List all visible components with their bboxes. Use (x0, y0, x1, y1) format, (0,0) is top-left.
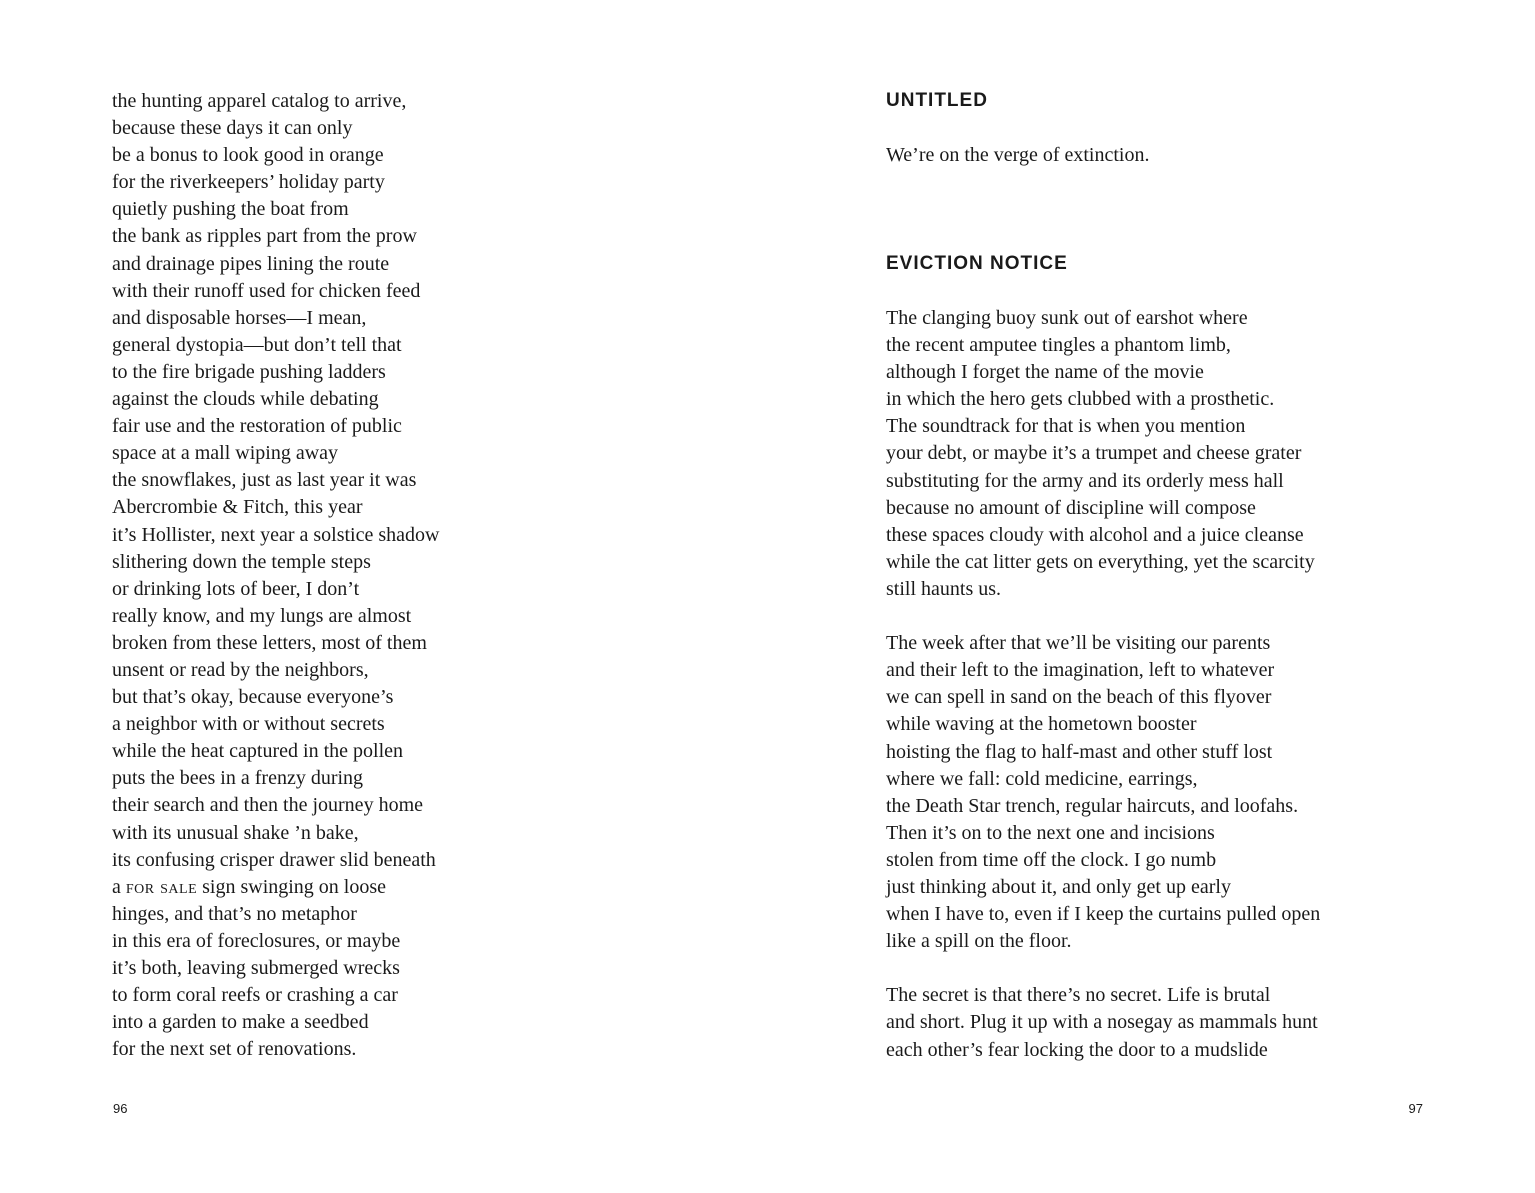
poem-continuation (112, 88, 439, 1063)
poem-line: and their left to the imagination, left to whatever (886, 659, 1275, 682)
poem-line: The week after that we’ll be visiting our parents (886, 632, 1271, 655)
poem-line: just thinking about it, and only get up early (886, 875, 1231, 898)
poem-line: when I have to, even if I keep the curtains pulled open (886, 903, 1321, 926)
poem-line: for the next set of renovations. (112, 1038, 357, 1061)
stanza (886, 982, 1320, 1063)
left-page (0, 0, 767, 1193)
poem-line: We’re on the verge of extinction. (886, 144, 1150, 166)
poem-line: Abercrombie & Fitch, this year (112, 496, 363, 519)
poem-line: its confusing crisper drawer slid beneath (112, 848, 436, 871)
right-page (767, 0, 1535, 1193)
poem-line: to form coral reefs or crashing a car (112, 984, 398, 1007)
poem-line: with their runoff used for chicken feed (112, 279, 421, 302)
poem-line: because no amount of discipline will compose (886, 496, 1256, 519)
poem-line: puts the bees in a frenzy during (112, 767, 364, 790)
poem-line: Then it’s on to the next one and incisions (886, 821, 1215, 844)
poem-title-untitled: UNTITLED (886, 90, 988, 111)
poem-line: your debt, or maybe it’s a trumpet and cheese grater (886, 442, 1302, 465)
stanza (886, 630, 1320, 955)
poem-line: and disposable horses—I mean, (112, 306, 367, 329)
poem-line: with its unusual shake ’n bake, (112, 821, 359, 844)
poem-line: for the riverkeepers’ holiday party (112, 171, 385, 194)
eviction-notice-poem-body (886, 305, 1320, 1064)
stanza (886, 305, 1320, 603)
poem-line: where we fall: cold medicine, earrings, (886, 767, 1198, 790)
poem-line: in this era of foreclosures, or maybe (112, 929, 401, 952)
poem-line: into a garden to make a seedbed (112, 1011, 369, 1034)
poem-line: The secret is that there’s no secret. Life is brutal (886, 984, 1271, 1007)
poem-line: it’s Hollister, next year a solstice shadow (112, 523, 440, 546)
poem-line: against the clouds while debating (112, 388, 379, 411)
poem-line: quietly pushing the boat from (112, 198, 349, 221)
poem-line: general dystopia—but don’t tell that (112, 333, 402, 356)
poem-line: while the cat litter gets on everything, yet the scarcity (886, 550, 1315, 573)
poem-line: the recent amputee tingles a phantom limb, (886, 334, 1231, 357)
poem-line: substituting for the army and its orderly mess hall (886, 469, 1284, 492)
poem-line: The soundtrack for that is when you mention (886, 415, 1246, 438)
poem-line: but that’s okay, because everyone’s (112, 686, 394, 709)
poem-line: fair use and the restoration of public (112, 415, 402, 438)
poem-line: the hunting apparel catalog to arrive, (112, 90, 407, 112)
poem-line: it’s both, leaving submerged wrecks (112, 957, 400, 979)
poem-line: stolen from time off the clock. I go numb (886, 848, 1217, 871)
poem-line: because these days it can only (112, 117, 353, 140)
poem-line: slithering down the temple steps (112, 550, 371, 573)
poem-line: each other’s fear locking the door to a mudslide (886, 1038, 1268, 1061)
poem-line: we can spell in sand on the beach of this flyover (886, 686, 1272, 709)
poem-line: the snowflakes, just as last year it was (112, 469, 417, 492)
poem-line: The clanging buoy sunk out of earshot where (886, 307, 1248, 329)
poem-line: or drinking lots of beer, I don’t (112, 577, 360, 600)
poem-line: hinges, and that’s no metaphor (112, 902, 357, 925)
poem-line: unsent or read by the neighbors, (112, 658, 369, 681)
page-number-left: 96 (113, 1101, 128, 1116)
poem-line: still haunts us. (886, 577, 1002, 600)
poem-line: space at a mall wiping away (112, 442, 339, 465)
poem-line: be a bonus to look good in orange (112, 144, 384, 167)
poem-line: to the fire brigade pushing ladders (112, 360, 386, 383)
poem-title-eviction-notice: EVICTION NOTICE (886, 253, 1068, 274)
poem-line: and drainage pipes lining the route (112, 252, 390, 275)
page-number-right: 97 (1408, 1101, 1423, 1116)
poem-line: like a spill on the floor. (886, 930, 1072, 953)
poem-line: really know, and my lungs are almost (112, 604, 412, 627)
poem-line: in which the hero gets clubbed with a prosthetic. (886, 388, 1275, 411)
poem-line: the Death Star trench, regular haircuts, and loofahs. (886, 794, 1299, 817)
poem-line: and short. Plug it up with a nosegay as mammals hunt (886, 1011, 1318, 1034)
poem-line: broken from these letters, most of them (112, 631, 427, 654)
untitled-poem-body (886, 142, 1149, 169)
poem-line: hoisting the flag to half-mast and other stuff lost (886, 740, 1273, 763)
poem-line: while waving at the hometown booster (886, 713, 1197, 736)
poem-line: while the heat captured in the pollen (112, 740, 404, 763)
poem-line: although I forget the name of the movie (886, 361, 1204, 384)
poem-line: their search and then the journey home (112, 794, 423, 817)
poem-line: these spaces cloudy with alcohol and a juice cleanse (886, 523, 1304, 546)
poem-line: a neighbor with or without secrets (112, 713, 385, 736)
poem-line: a for sale sign swinging on loose (112, 875, 387, 898)
poem-line: the bank as ripples part from the prow (112, 225, 417, 248)
